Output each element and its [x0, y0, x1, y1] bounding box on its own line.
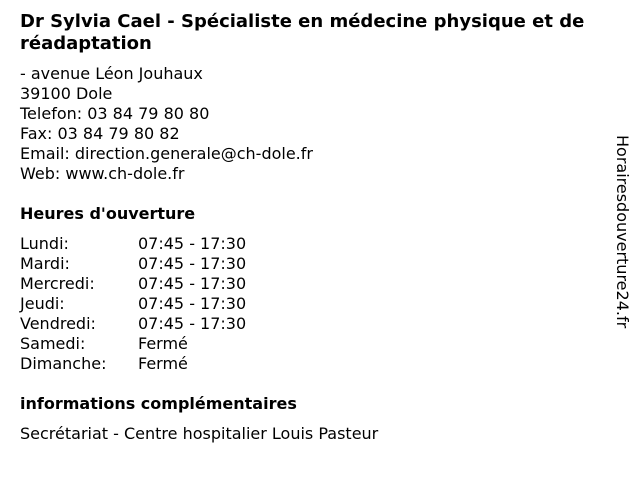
- site-watermark: Horairesdouverture24.fr: [613, 135, 632, 329]
- phone-number: Telefon: 03 84 79 80 80: [20, 104, 210, 123]
- additional-info-heading: informations complémentaires: [20, 394, 297, 413]
- hours-row-monday: [20, 234, 320, 254]
- time-value: 07:45 - 17:30: [138, 274, 247, 293]
- hours-row-sunday: [20, 354, 320, 374]
- time-value: Fermé: [138, 334, 188, 353]
- day-label: Jeudi:: [20, 294, 65, 313]
- hours-row-saturday: [20, 334, 320, 354]
- day-label: Mercredi:: [20, 274, 95, 293]
- time-value: Fermé: [138, 354, 188, 373]
- day-label: Lundi:: [20, 234, 69, 253]
- city-postcode: 39100 Dole: [20, 84, 113, 103]
- hours-row-thursday: [20, 294, 320, 314]
- time-value: 07:45 - 17:30: [138, 254, 247, 273]
- website-address: Web: www.ch-dole.fr: [20, 164, 185, 183]
- time-value: 07:45 - 17:30: [138, 234, 247, 253]
- email-address: Email: direction.generale@ch-dole.fr: [20, 144, 313, 163]
- page-title: Dr Sylvia Cael - Spécialiste en médecine physique et de réadaptation: [20, 11, 585, 54]
- time-value: 07:45 - 17:30: [138, 294, 247, 313]
- day-label: Dimanche:: [20, 354, 107, 373]
- day-label: Mardi:: [20, 254, 70, 273]
- hours-row-wednesday: [20, 274, 320, 294]
- day-label: Vendredi:: [20, 314, 96, 333]
- hours-row-friday: [20, 314, 320, 334]
- hours-row-tuesday: [20, 254, 320, 274]
- additional-info-text: Secrétariat - Centre hospitalier Louis Pasteur: [20, 424, 379, 443]
- street-address: - avenue Léon Jouhaux: [20, 64, 203, 83]
- contact-block: [20, 64, 313, 184]
- time-value: 07:45 - 17:30: [138, 314, 247, 333]
- day-label: Samedi:: [20, 334, 86, 353]
- opening-hours-list: [20, 234, 320, 374]
- fax-number: Fax: 03 84 79 80 82: [20, 124, 180, 143]
- opening-hours-heading: Heures d'ouverture: [20, 204, 196, 223]
